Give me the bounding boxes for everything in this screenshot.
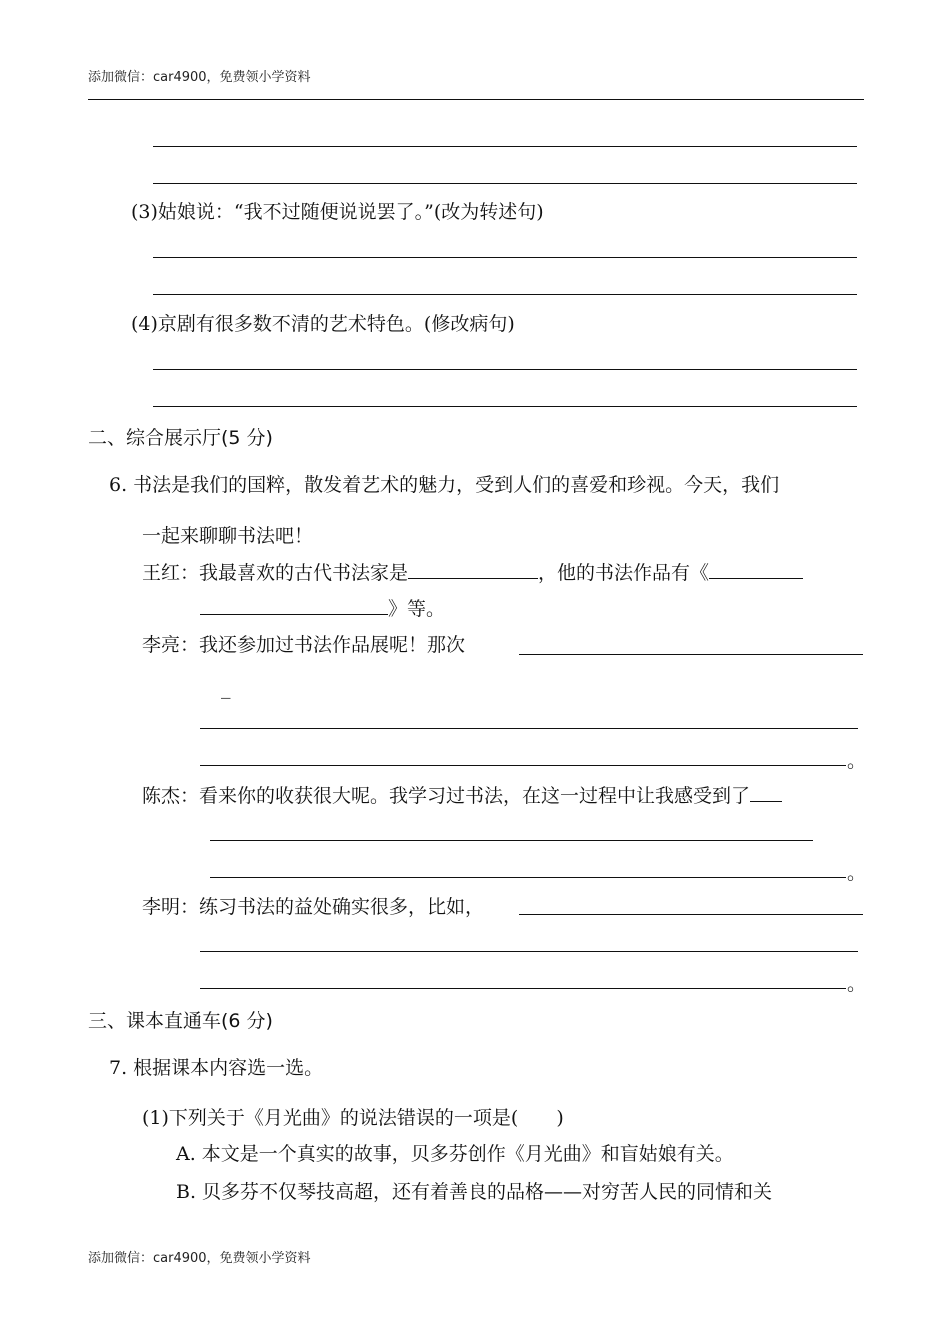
period: 。 bbox=[847, 750, 867, 772]
question-7-1: (1)下列关于《月光曲》的说法错误的一项是( ) bbox=[142, 1107, 564, 1129]
page-header: 添加微信：car4900，免费领小学资料 bbox=[88, 70, 311, 85]
option-b: B. 贝多芬不仅琴技高超，还有着善良的品格——对穷苦人民的同情和关 bbox=[176, 1181, 773, 1203]
option-a: A. 本文是一个真实的故事，贝多芬创作《月光曲》和盲姑娘有关。 bbox=[176, 1143, 734, 1165]
header-rule bbox=[88, 99, 864, 100]
question-5-3: (3)姑娘说：“我不过随便说说罢了。”(改为转述句) bbox=[131, 201, 544, 223]
answer-blank bbox=[408, 560, 538, 579]
answer-line bbox=[519, 914, 863, 915]
answer-line bbox=[153, 183, 857, 184]
speaker-name: 李亮： bbox=[142, 634, 200, 656]
page-footer: 添加微信：car4900，免费领小学资料 bbox=[88, 1251, 311, 1266]
question-6-line-1: 6. 书法是我们的国粹，散发着艺术的魅力，受到人们的喜爱和珍视。今天，我们 bbox=[109, 474, 780, 496]
question-7: 7. 根据课本内容选一选。 bbox=[109, 1057, 324, 1079]
period: 。 bbox=[847, 973, 867, 995]
answer-line bbox=[200, 988, 846, 989]
period: 。 bbox=[847, 862, 867, 884]
dialogue-wanghong-cont: 》等。 bbox=[200, 596, 445, 621]
answer-line bbox=[200, 765, 846, 766]
speaker-name: 王红： bbox=[142, 562, 200, 584]
section-2-title: 二、综合展示厅(5 分) bbox=[88, 427, 273, 449]
stray-dash: _ bbox=[221, 677, 231, 699]
answer-blank bbox=[709, 560, 803, 579]
answer-line bbox=[153, 406, 857, 407]
question-5-4: (4)京剧有很多数不清的艺术特色。(修改病句) bbox=[131, 313, 515, 335]
answer-blank bbox=[200, 596, 388, 615]
answer-line bbox=[153, 294, 857, 295]
answer-line bbox=[210, 840, 813, 841]
question-6-line-2: 一起来聊聊书法吧！ bbox=[142, 525, 314, 547]
speaker-name: 李明： bbox=[142, 896, 200, 918]
dialogue-chenjie: 陈杰：看来你的收获很大呢。我学习过书法，在这一过程中让我感受到了 bbox=[142, 783, 782, 808]
answer-line bbox=[153, 257, 857, 258]
answer-line bbox=[153, 146, 857, 147]
answer-line bbox=[200, 951, 858, 952]
section-3-title: 三、课本直通车(6 分) bbox=[88, 1010, 273, 1032]
answer-line bbox=[200, 728, 858, 729]
answer-blank bbox=[750, 783, 782, 802]
dialogue-liliang: 李亮：我还参加过书法作品展呢！那次 bbox=[142, 634, 466, 656]
speaker-name: 陈杰： bbox=[142, 785, 200, 807]
answer-line bbox=[519, 654, 863, 655]
dialogue-liming: 李明：练习书法的益处确实很多，比如， bbox=[142, 896, 485, 918]
dialogue-wanghong: 王红：我最喜欢的古代书法家是 ，他的书法作品有《 bbox=[142, 560, 803, 585]
answer-line bbox=[153, 369, 857, 370]
answer-line bbox=[210, 877, 846, 878]
